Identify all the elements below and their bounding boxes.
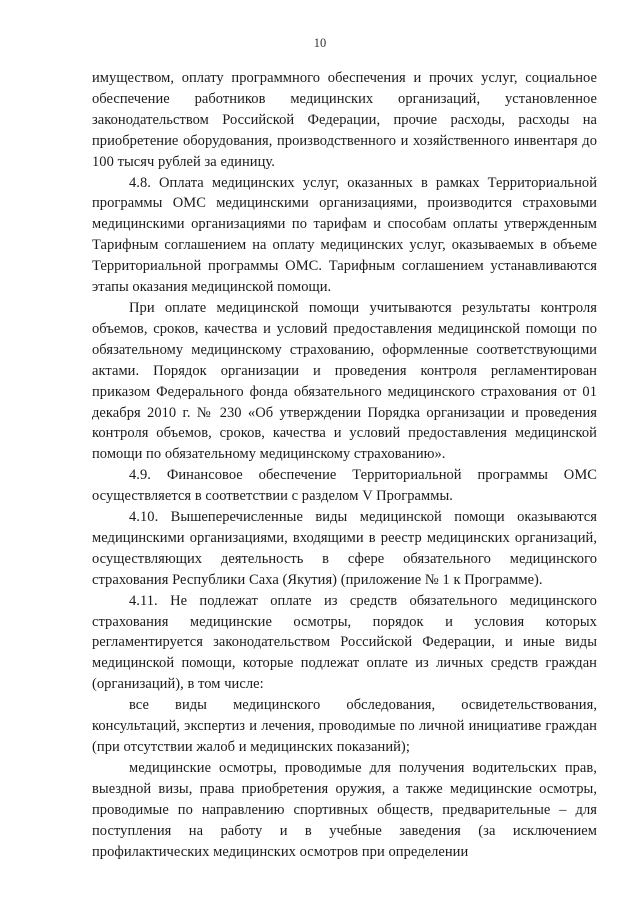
document-body bbox=[92, 68, 597, 862]
page-number: 10 bbox=[313, 36, 327, 50]
paragraph-4-9: 4.9. Финансовое обеспечение Территориальной программы ОМС осуществляется в соответствии с разделом V Программы. bbox=[92, 467, 597, 505]
paragraph-4-8: 4.8. Оплата медицинских услуг, оказанных в рамках Территориальной программы ОМС медицинскими организациями, производится страховыми медицинскими организациями по тарифам и способам оплаты утвержденным Тарифным соглашением на оплату медицинских услуг, оказываемых в объеме Территориальной программы ОМС. Тарифным соглашением устанавливаются этапы оказания медицинской помощи. bbox=[92, 174, 597, 296]
paragraph-4-11: 4.11. Не подлежат оплате из средств обязательного медицинского страхования медицинские осмотры, порядок и условия которых регламентируется законодательством Российской Федерации, и иные виды медицинской помощи, которые подлежат оплате из личных средств граждан (организаций), в том числе: bbox=[92, 592, 597, 693]
paragraph-exams: все виды медицинского обследования, освидетельствования, консультаций, экспертиз и лечения, проводимые по личной инициативе граждан (при отсутствии жалоб и медицинских показаний); bbox=[92, 697, 597, 755]
paragraph-control: При оплате медицинской помощи учитываются результаты контроля объемов, сроков, качества и условий предоставления медицинской помощи по обязательному медицинскому страхованию, оформленные соответствующими актами. Порядок организации и проведения контроля регламентирован приказом Федерального фонда обязательного медицинского страхования от 01 декабря 2010 г. № 230 «Об утверждении Порядка организации и проведения контроля объемов, сроков, качества и условий предоставления медицинской помощи по обязательному медицинскому страхованию». bbox=[92, 299, 597, 463]
paragraph-4-10: 4.10. Вышеперечисленные виды медицинской помощи оказываются медицинскими организациями, входящими в реестр медицинских организаций, осуществляющих деятельность в сфере обязательного медицинского страхования Республики Саха (Якутия) (приложение № 1 к Программе). bbox=[92, 509, 597, 588]
paragraph-checkups: медицинские осмотры, проводимые для получения водительских прав, выездной визы, права приобретения оружия, а также медицинские осмотры, проводимые по направлению спортивных обществ, предварительные – для поступления на работу и в учебные заведения (за исключением профилактических медицинских осмотров при определении bbox=[92, 759, 597, 860]
paragraph-continuation: имуществом, оплату программного обеспечения и прочих услуг, социальное обеспечение работников медицинских организаций, установленное законодательством Российской Федерации, прочие расходы, расходы на приобретение оборудования, производственного и хозяйственного инвентаря до 100 тысяч рублей за единицу. bbox=[92, 70, 597, 170]
